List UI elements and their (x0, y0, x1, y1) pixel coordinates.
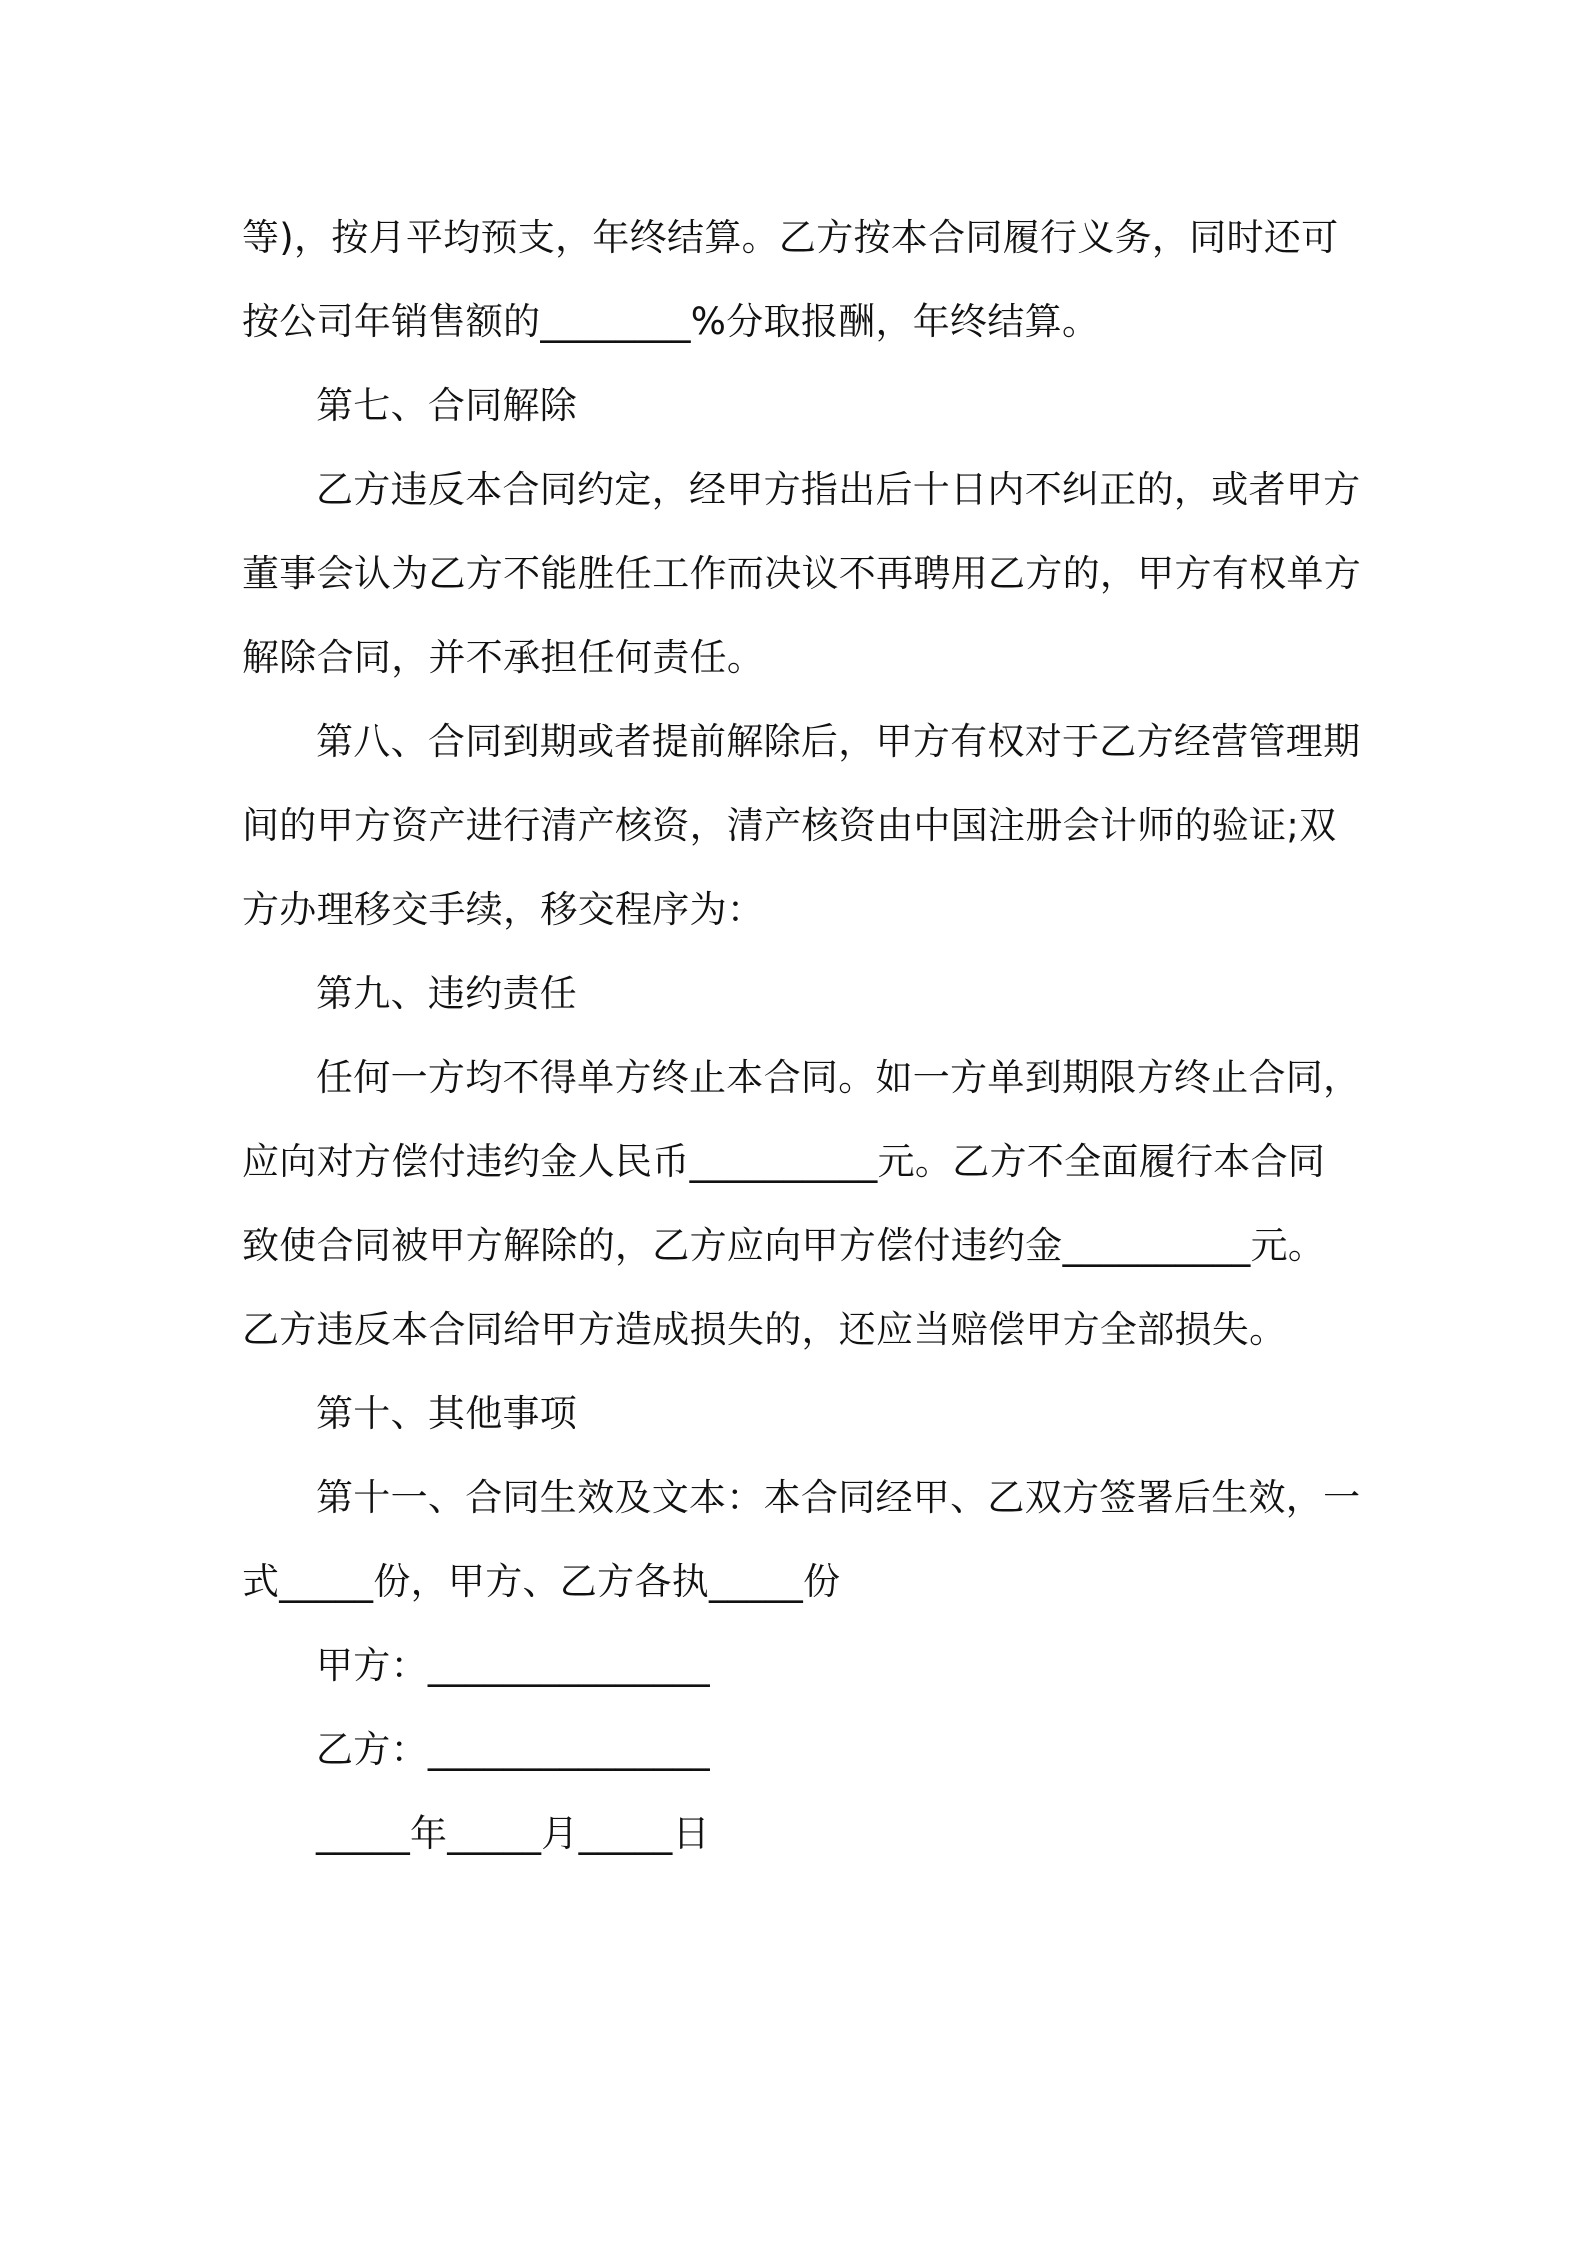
document-body (242, 196, 1361, 1876)
paragraph-line: 间的甲方资产进行清产核资，清产核资由中国注册会计师的验证;双 (242, 804, 1337, 847)
paragraph-line: 董事会认为乙方不能胜任工作而决议不再聘用乙方的，甲方有权单方 (242, 552, 1361, 595)
paragraph-line: 式_____份，甲方、乙方各执_____份 (242, 1560, 841, 1603)
paragraph-line: 任何一方均不得单方终止本合同。如一方单到期限方终止合同， (316, 1056, 1361, 1099)
paragraph-line: 乙方违反本合同约定，经甲方指出后十日内不纠正的，或者甲方 (316, 468, 1361, 511)
paragraph-line: 乙方违反本合同给甲方造成损失的，还应当赔偿甲方全部损失。 (242, 1308, 1287, 1351)
paragraph-line: 方办理移交手续，移交程序为： (242, 888, 765, 931)
signature-party-b: 乙方：_______________ (316, 1728, 710, 1771)
paragraph-line: 应向对方偿付违约金人民币__________元。乙方不全面履行本合同 (242, 1140, 1326, 1183)
section-heading-10: 第十、其他事项 (316, 1392, 578, 1435)
section-heading-8: 第八、合同到期或者提前解除后，甲方有权对于乙方经营管理期 (316, 720, 1361, 763)
signature-party-a: 甲方：_______________ (316, 1644, 710, 1687)
paragraph-line: 解除合同，并不承担任何责任。 (242, 636, 765, 679)
section-heading-7: 第七、合同解除 (316, 384, 578, 427)
signature-date: _____年_____月_____日 (316, 1812, 710, 1855)
paragraph-line: 致使合同被甲方解除的，乙方应向甲方偿付违约金__________元。 (242, 1224, 1326, 1267)
section-heading-9: 第九、违约责任 (316, 972, 578, 1015)
paragraph-line: 按公司年销售额的________%分取报酬，年终结算。 (242, 300, 1100, 343)
paragraph-line: 等)，按月平均预支，年终结算。乙方按本合同履行义务，同时还可 (242, 216, 1339, 259)
section-heading-11: 第十一、合同生效及文本：本合同经甲、乙双方签署后生效，一 (316, 1476, 1361, 1519)
